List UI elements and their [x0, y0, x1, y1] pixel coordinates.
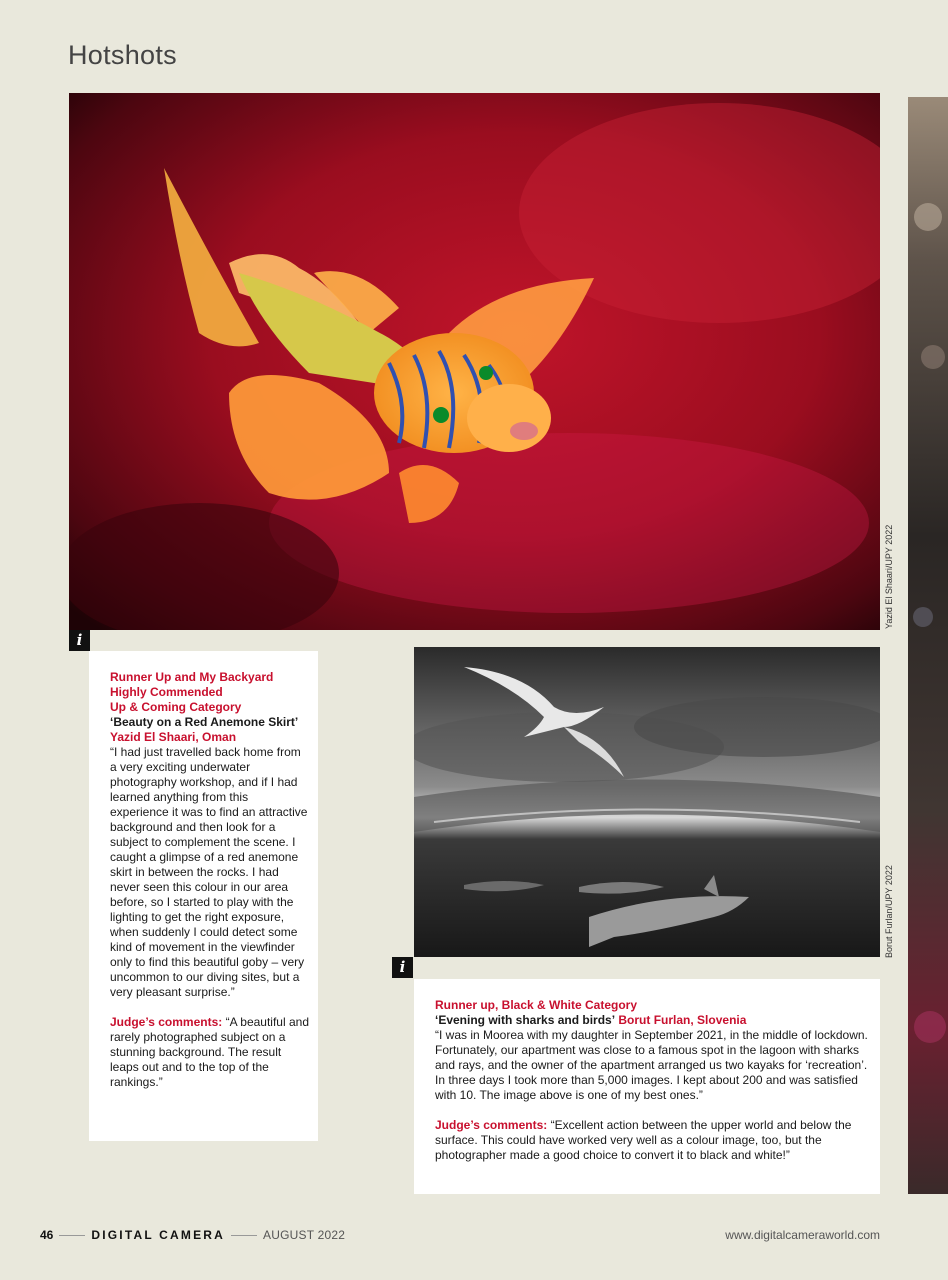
award-line: Up & Coming Category: [110, 700, 242, 714]
judge-text: “A beautiful and rarely photographed subject on a stunning background. The result leaps out and to the top of the rankings.”: [110, 1015, 309, 1089]
caption-box: [414, 979, 880, 1194]
award-line: Highly Commended: [110, 685, 223, 699]
photographer-quote: “I had just travelled back home from a very exciting underwater photography workshop, and if I had learned anything from this experience it was to find an attractive background and then look for a subject to complement the scene. I caught a glimpse of a red anemone skirt in between the rocks. I had never seen this colour in our area before, so I started to play with the lighting to get the right exposure, when suddenly I could detect some kind of movement in the viewfinder only to find this beautiful goby – very uncommon to our diving sites, but a very pleasant surprise.”: [110, 745, 308, 999]
adjacent-photo-edge: [908, 97, 948, 1194]
photographer-quote: “I was in Moorea with my daughter in September 2021, in the middle of lockdown. Fortunately, our apartment was close to a famous spot in the lagoon with sharks and rays, and the owner of the apartment arranged us two kayaks for ‘recreation’. In three days I took more than 5,000 images. I kept about 200 and was satisfied with 10. The image above is one of my best ones.”: [435, 1028, 868, 1102]
caption-box: [89, 651, 318, 1141]
photographer-name: Borut Furlan, Slovenia: [618, 1013, 747, 1027]
issue-date: AUGUST 2022: [263, 1228, 346, 1242]
judge-label: Judge’s comments:: [435, 1118, 548, 1132]
goby-photo: [69, 93, 880, 630]
website-link[interactable]: www.digitalcameraworld.com: [725, 1228, 880, 1242]
judge-text: “Excellent action between the upper world and below the surface. This could have worked very well as a colour image, too, but the photographer made a good choice to convert it to black and white!”: [435, 1118, 852, 1162]
photographer-name: Yazid El Shaari, Oman: [110, 730, 237, 744]
sharks-photo: [414, 647, 880, 957]
photo-title: ‘Beauty on a Red Anemone Skirt’: [110, 715, 299, 729]
footer-divider: [231, 1235, 257, 1236]
info-icon: i: [392, 957, 413, 978]
award-line: Runner Up and My Backyard: [110, 670, 274, 684]
info-icon: i: [69, 630, 90, 651]
caption-text: [435, 998, 875, 1163]
judge-label: Judge’s comments:: [110, 1015, 223, 1029]
photo-title: ‘Evening with sharks and birds’: [435, 1013, 616, 1027]
magazine-name: DIGITAL CAMERA: [91, 1228, 226, 1242]
photo-credit: Yazid El Shaari/UPY 2022: [884, 524, 894, 629]
judge-comments: [435, 1118, 875, 1163]
page-number: 46: [40, 1228, 54, 1242]
footer-divider: [59, 1235, 85, 1236]
section-title: Hotshots: [68, 40, 177, 70]
photo-credit: Borut Furlan/UPY 2022: [884, 865, 894, 958]
caption-text: [110, 670, 310, 1090]
footer-folio: [40, 1228, 345, 1242]
judge-comments: [110, 1015, 310, 1090]
award-line: Runner up, Black & White Category: [435, 998, 638, 1012]
